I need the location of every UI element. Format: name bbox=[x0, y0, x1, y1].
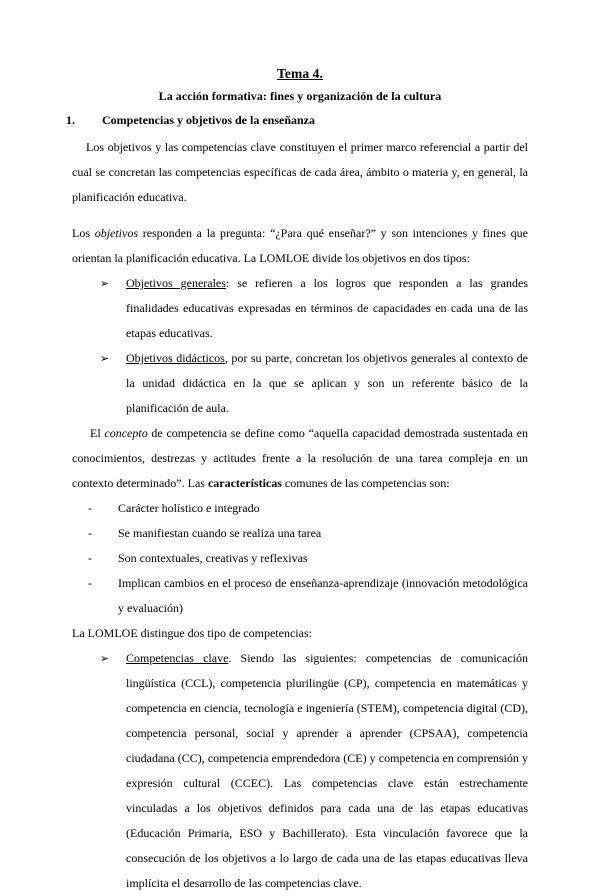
section-number: 1. bbox=[66, 113, 75, 127]
list-item bbox=[72, 571, 528, 621]
list-item-text: , por su parte, concretan los objetivos generales al contexto de la unidad didáctica en la que se aplican y son un referente básico de la planificación de aula. bbox=[126, 351, 528, 415]
arrow-bullet-icon: ➢ bbox=[100, 277, 110, 290]
list-item-text: Implican cambios en el proceso de enseñanza-aprendizaje (innovación metodológica y evaluación) bbox=[118, 576, 528, 615]
paragraph-objetivos-part1: Los bbox=[72, 226, 95, 240]
list-item-term: Objetivos didácticos bbox=[126, 351, 225, 365]
objetivos-list bbox=[72, 271, 528, 421]
page-title: Tema 4. bbox=[277, 66, 323, 81]
paragraph-concepto bbox=[72, 421, 528, 496]
dash-bullet-icon: - bbox=[88, 526, 92, 540]
list-item-text: . Siendo las siguientes: competencias de comunicación lingüística (CCL), competencia plurilingüe (CP), competencia en matemáticas y competencia en ciencia, tecnología e ingeniería (STEM), competencia digital (CD), competencia personal, social y aprender a aprender (CPSAA), competencia ciudadana (CC), competencia emprendedora (CE) y competencia en comprensión y expresión cultural (CCEC). Las competencias clave están estrechamente vinculadas a los objetivos definidos para cada una de las etapas educativas (Educación Primaria, ESO y Bachillerato). Esta vinculación favorece que la consecución de los objetivos a lo largo de cada una de las etapas educativas lleva implícita el desarrollo de las competencias clave. bbox=[126, 651, 528, 890]
list-item-text: Se manifiestan cuando se realiza una tarea bbox=[118, 526, 322, 540]
paragraph-objetivos-italic: objetivos bbox=[94, 226, 139, 240]
list-item bbox=[72, 646, 528, 896]
arrow-bullet-icon: ➢ bbox=[100, 652, 110, 665]
arrow-bullet-icon: ➢ bbox=[100, 352, 110, 365]
paragraph-concepto-part1: El bbox=[90, 426, 105, 440]
paragraph-concepto-part3: comunes de las competencias son: bbox=[281, 476, 450, 490]
section-heading bbox=[66, 113, 528, 128]
list-item bbox=[72, 271, 528, 346]
paragraph-objetivos-intro bbox=[72, 221, 528, 271]
section-heading-label: Competencias y objetivos de la enseñanza bbox=[102, 113, 315, 127]
paragraph-concepto-part2: de competencia se define como “aquella capacidad demostrada sustentada en conocimientos, destrezas y actitudes frente a la resolución de una tarea compleja en un contexto determinado”. Las bbox=[72, 426, 528, 490]
page-subtitle: La acción formativa: fines y organización de la cultura bbox=[158, 89, 442, 103]
list-item-text: : se refieren a los logros que responden a las grandes finalidades educativas expresadas en términos de capacidades en cada una de las etapas educativas. bbox=[126, 276, 528, 340]
paragraph-objetivos-part2: responden a la pregunta: “¿Para qué enseñar?” y son intenciones y fines que orientan la planificación educativa. La LOMLOE divide los objetivos en dos tipos: bbox=[72, 226, 528, 265]
dash-bullet-icon: - bbox=[88, 576, 92, 590]
paragraph-lomloe-tipos: La LOMLOE distingue dos tipo de competencias: bbox=[72, 626, 312, 640]
list-item-term: Competencias clave bbox=[126, 651, 229, 665]
list-item-text: Carácter holístico e integrado bbox=[118, 501, 260, 515]
competencias-list bbox=[72, 646, 528, 896]
list-item-text: Son contextuales, creativas y reflexivas bbox=[118, 551, 308, 565]
paragraph-intro: Los objetivos y las competencias clave constituyen el primer marco referencial a partir del cual se concretan las competencias específicas de cada área, ámbito o materia y, en general, la planificación educativa. bbox=[72, 140, 528, 204]
dash-bullet-icon: - bbox=[88, 501, 92, 515]
list-item bbox=[72, 496, 528, 521]
paragraph-concepto-italic: concepto bbox=[104, 426, 148, 440]
caracteristicas-list bbox=[72, 496, 528, 621]
list-item-term: Objetivos generales bbox=[126, 276, 226, 290]
list-item bbox=[72, 521, 528, 546]
paragraph-concepto-bold: características bbox=[207, 476, 282, 490]
dash-bullet-icon: - bbox=[88, 551, 92, 565]
list-item bbox=[72, 346, 528, 421]
list-item bbox=[72, 546, 528, 571]
